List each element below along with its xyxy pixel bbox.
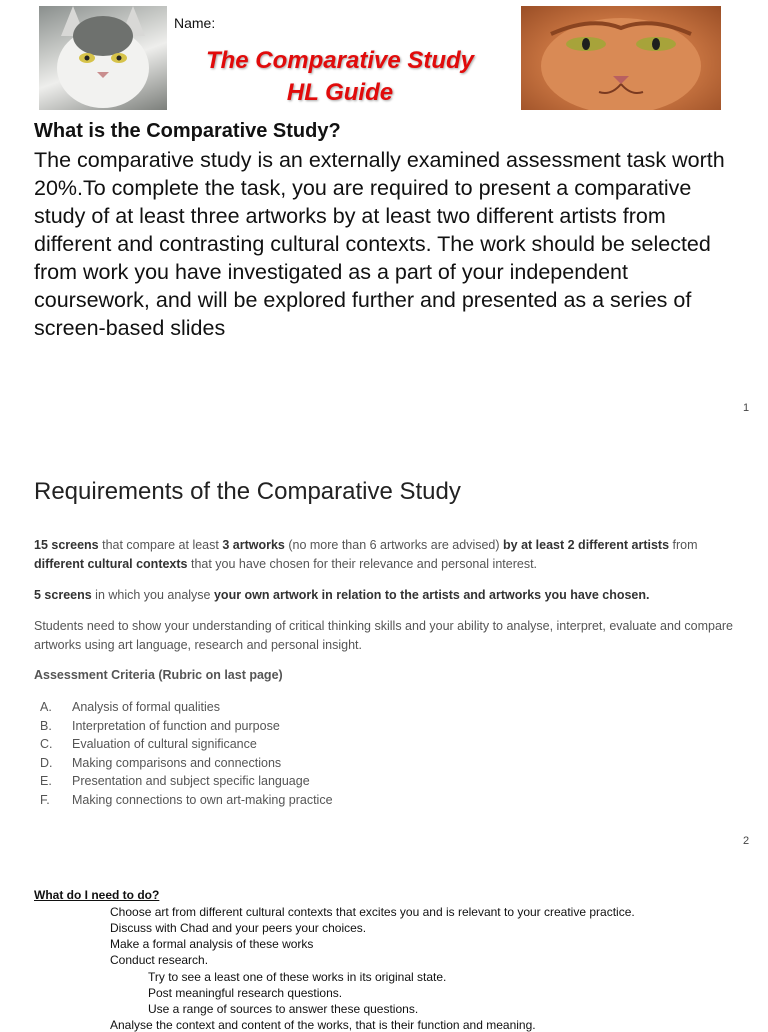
req-text-3: from bbox=[669, 538, 698, 552]
criteria-item bbox=[34, 735, 333, 754]
name-label: Name: bbox=[174, 15, 216, 31]
req-bold-4: different cultural contexts bbox=[34, 557, 188, 571]
section-heading-what-is: What is the Comparative Study? bbox=[34, 120, 341, 142]
todo-item: Conduct research. bbox=[110, 953, 209, 967]
todo-subitem: Try to see a least one of these works in its original state. bbox=[148, 970, 447, 984]
criteria-letter: F. bbox=[40, 792, 50, 807]
criteria-text: Presentation and subject specific language bbox=[72, 774, 310, 789]
criteria-letter: E. bbox=[40, 774, 52, 789]
criteria-text: Interpretation of function and purpose bbox=[72, 718, 280, 733]
todo-subitem: Post meaningful research questions. bbox=[148, 986, 343, 1000]
criteria-text: Evaluation of cultural significance bbox=[72, 737, 257, 752]
criteria-text: Making comparisons and connections bbox=[72, 755, 282, 770]
assessment-criteria-heading: Assessment Criteria (Rubric on last page) bbox=[34, 668, 283, 682]
criteria-letter: B. bbox=[40, 718, 52, 733]
criteria-item bbox=[34, 717, 333, 736]
req-text-4: that you have chosen for their relevance and personal interest. bbox=[187, 557, 538, 571]
criteria-letter: C. bbox=[40, 737, 53, 752]
req-bold-1: 15 screens bbox=[34, 538, 99, 552]
document-title bbox=[160, 45, 520, 109]
page-number-2: 2 bbox=[743, 835, 750, 847]
own-text-1: in which you analyse bbox=[91, 588, 214, 602]
own-artwork-paragraph bbox=[34, 586, 734, 605]
own-bold-1: 5 screens bbox=[34, 588, 92, 602]
what-to-do-heading: What do I need to do? bbox=[34, 888, 160, 902]
req-bold-2: 3 artworks bbox=[222, 538, 285, 552]
criteria-text: Analysis of formal qualities bbox=[72, 700, 220, 714]
title-line-2: HL Guide bbox=[286, 79, 394, 106]
criteria-letter: D. bbox=[40, 755, 53, 770]
page-number-1: 1 bbox=[743, 402, 750, 414]
criteria-list bbox=[34, 698, 333, 810]
criteria-letter: A. bbox=[40, 700, 52, 714]
todo-item: Choose art from different cultural contexts that excites you and is relevant to your creative practice. bbox=[110, 905, 635, 919]
req-text-2: (no more than 6 artworks are advised) bbox=[284, 538, 504, 552]
critical-thinking-paragraph: Students need to show your understanding of critical thinking skills and your ability to analyse, interpret, evaluate and compare artworks using art language, research and personal insight. bbox=[34, 619, 734, 652]
criteria-text: Making connections to own art-making practice bbox=[72, 792, 333, 807]
own-bold-2: your own artwork in relation to the artists and artworks you have chosen. bbox=[213, 588, 650, 602]
criteria-item bbox=[34, 791, 333, 810]
criteria-item bbox=[34, 698, 333, 717]
req-text-1: that compare at least bbox=[98, 538, 223, 552]
criteria-item bbox=[34, 754, 333, 773]
todo-item: Make a formal analysis of these works bbox=[110, 937, 314, 951]
req-bold-3: by at least 2 different artists bbox=[503, 538, 670, 552]
intro-paragraph: The comparative study is an externally examined assessment task worth 20%.To complete the task, you are required to present a comparative study of at least three artworks by at least two different artists from different and contrasting cultural contexts. The work should be selected from work you have investigated as a part of your independent coursework, and will be explored further and presented as a series of screen-based slides bbox=[34, 148, 725, 340]
requirement-screens-paragraph bbox=[34, 536, 734, 574]
todo-item: Analyse the context and content of the works, that is their function and meaning. bbox=[110, 1018, 536, 1032]
criteria-item bbox=[34, 772, 333, 791]
white-cat-photo bbox=[39, 6, 167, 110]
requirements-heading: Requirements of the Comparative Study bbox=[34, 478, 461, 505]
todo-item: Discuss with Chad and your peers your choices. bbox=[110, 921, 367, 935]
todo-subitem: Use a range of sources to answer these questions. bbox=[148, 1002, 419, 1016]
title-line-1: The Comparative Study bbox=[205, 47, 475, 74]
angry-cat-photo bbox=[521, 6, 721, 110]
